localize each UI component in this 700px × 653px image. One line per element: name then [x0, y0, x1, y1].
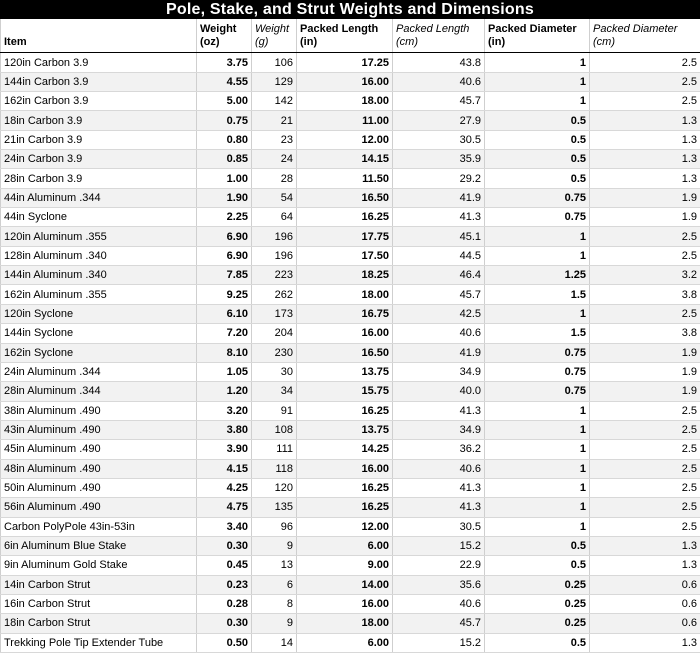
- diameter-cm-cell: 1.9: [590, 382, 700, 401]
- diameter-cm-cell: 2.5: [590, 304, 700, 323]
- diameter-in-cell: 1: [485, 459, 590, 478]
- table-row: [1, 401, 700, 420]
- length-in-cell: 9.00: [297, 556, 393, 575]
- column-header-line1: Weight: [200, 22, 237, 35]
- item-name-cell: 44in Aluminum .344: [1, 188, 197, 207]
- weight-g-cell: 91: [252, 401, 297, 420]
- diameter-cm-cell: 2.5: [590, 420, 700, 439]
- table-row: [1, 575, 700, 594]
- item-name-cell: 162in Carbon 3.9: [1, 92, 197, 111]
- weight-oz-cell: 5.00: [197, 92, 252, 111]
- weight-g-cell: 142: [252, 92, 297, 111]
- diameter-in-cell: 0.75: [485, 208, 590, 227]
- item-name-cell: 21in Carbon 3.9: [1, 130, 197, 149]
- diameter-cm-cell: 1.3: [590, 536, 700, 555]
- weight-oz-cell: 7.20: [197, 324, 252, 343]
- weight-g-cell: 9: [252, 614, 297, 633]
- weight-oz-cell: 7.85: [197, 266, 252, 285]
- column-header-line2: (in): [488, 35, 506, 48]
- diameter-in-cell: 0.75: [485, 362, 590, 381]
- diameter-cm-cell: 1.3: [590, 130, 700, 149]
- diameter-in-cell: 0.75: [485, 382, 590, 401]
- diameter-in-cell: 0.25: [485, 614, 590, 633]
- diameter-in-cell: 0.75: [485, 188, 590, 207]
- diameter-cm-cell: 2.5: [590, 478, 700, 497]
- item-name-cell: 120in Syclone: [1, 304, 197, 323]
- length-in-cell: 6.00: [297, 536, 393, 555]
- diameter-in-cell: 0.75: [485, 343, 590, 362]
- length-in-cell: 16.25: [297, 478, 393, 497]
- weight-oz-cell: 0.75: [197, 111, 252, 130]
- length-cm-cell: 41.3: [393, 208, 485, 227]
- weight-g-cell: 24: [252, 150, 297, 169]
- weight-g-cell: 13: [252, 556, 297, 575]
- length-in-cell: 14.15: [297, 150, 393, 169]
- diameter-in-cell: 1: [485, 304, 590, 323]
- column-header-line1: Packed Diameter: [488, 22, 577, 35]
- diameter-in-cell: 1: [485, 517, 590, 536]
- item-name-cell: 48in Aluminum .490: [1, 459, 197, 478]
- length-in-cell: 12.00: [297, 517, 393, 536]
- column-header-item: Item: [1, 19, 197, 53]
- weight-oz-cell: 0.30: [197, 536, 252, 555]
- diameter-cm-cell: 1.9: [590, 362, 700, 381]
- header-row: [1, 19, 700, 53]
- table-row: [1, 633, 700, 652]
- length-cm-cell: 41.3: [393, 478, 485, 497]
- item-name-cell: 128in Aluminum .340: [1, 246, 197, 265]
- diameter-in-cell: 1: [485, 420, 590, 439]
- length-in-cell: 18.25: [297, 266, 393, 285]
- diameter-in-cell: 0.5: [485, 556, 590, 575]
- length-cm-cell: 46.4: [393, 266, 485, 285]
- weight-oz-cell: 0.80: [197, 130, 252, 149]
- weight-oz-cell: 8.10: [197, 343, 252, 362]
- diameter-in-cell: 0.5: [485, 130, 590, 149]
- item-name-cell: 162in Syclone: [1, 343, 197, 362]
- item-name-cell: 43in Aluminum .490: [1, 420, 197, 439]
- length-in-cell: 6.00: [297, 633, 393, 652]
- table-row: [1, 111, 700, 130]
- diameter-cm-cell: 2.5: [590, 246, 700, 265]
- weight-g-cell: 129: [252, 72, 297, 91]
- length-cm-cell: 45.7: [393, 285, 485, 304]
- table-row: [1, 324, 700, 343]
- length-in-cell: 16.50: [297, 188, 393, 207]
- weight-oz-cell: 0.85: [197, 150, 252, 169]
- item-name-cell: 14in Carbon Strut: [1, 575, 197, 594]
- diameter-in-cell: 1.25: [485, 266, 590, 285]
- diameter-in-cell: 1.5: [485, 324, 590, 343]
- weight-oz-cell: 3.40: [197, 517, 252, 536]
- length-in-cell: 16.25: [297, 208, 393, 227]
- length-in-cell: 18.00: [297, 614, 393, 633]
- weight-g-cell: 223: [252, 266, 297, 285]
- length-cm-cell: 44.5: [393, 246, 485, 265]
- length-cm-cell: 40.6: [393, 72, 485, 91]
- column-header: [393, 19, 485, 53]
- table-row: [1, 343, 700, 362]
- weight-g-cell: 173: [252, 304, 297, 323]
- weight-oz-cell: 6.90: [197, 246, 252, 265]
- diameter-cm-cell: 2.5: [590, 517, 700, 536]
- length-cm-cell: 30.5: [393, 130, 485, 149]
- length-cm-cell: 42.5: [393, 304, 485, 323]
- weight-g-cell: 23: [252, 130, 297, 149]
- diameter-in-cell: 1: [485, 246, 590, 265]
- weight-oz-cell: 0.45: [197, 556, 252, 575]
- weight-oz-cell: 0.28: [197, 594, 252, 613]
- length-in-cell: 18.00: [297, 92, 393, 111]
- table-title: Pole, Stake, and Strut Weights and Dimensions: [0, 0, 700, 19]
- diameter-in-cell: 0.25: [485, 594, 590, 613]
- length-cm-cell: 35.9: [393, 150, 485, 169]
- diameter-cm-cell: 2.5: [590, 53, 700, 72]
- diameter-cm-cell: 1.3: [590, 556, 700, 575]
- weight-g-cell: 34: [252, 382, 297, 401]
- length-cm-cell: 41.3: [393, 498, 485, 517]
- length-in-cell: 16.25: [297, 401, 393, 420]
- length-cm-cell: 22.9: [393, 556, 485, 575]
- weight-oz-cell: 3.20: [197, 401, 252, 420]
- length-cm-cell: 43.8: [393, 53, 485, 72]
- column-header-line1: Weight: [255, 22, 290, 35]
- weight-g-cell: 106: [252, 53, 297, 72]
- table-row: [1, 440, 700, 459]
- diameter-in-cell: 1: [485, 440, 590, 459]
- table-row: [1, 188, 700, 207]
- item-name-cell: 38in Aluminum .490: [1, 401, 197, 420]
- length-in-cell: 16.50: [297, 343, 393, 362]
- length-cm-cell: 30.5: [393, 517, 485, 536]
- length-in-cell: 14.00: [297, 575, 393, 594]
- table-row: [1, 150, 700, 169]
- item-name-cell: 24in Aluminum .344: [1, 362, 197, 381]
- weight-oz-cell: 1.20: [197, 382, 252, 401]
- weight-oz-cell: 6.90: [197, 227, 252, 246]
- item-name-cell: Carbon PolyPole 43in-53in: [1, 517, 197, 536]
- table-row: [1, 517, 700, 536]
- item-name-cell: 120in Aluminum .355: [1, 227, 197, 246]
- weight-g-cell: 135: [252, 498, 297, 517]
- weight-oz-cell: 6.10: [197, 304, 252, 323]
- weight-g-cell: 96: [252, 517, 297, 536]
- table-row: [1, 266, 700, 285]
- item-name-cell: 24in Carbon 3.9: [1, 150, 197, 169]
- column-header: [252, 19, 297, 53]
- length-in-cell: 15.75: [297, 382, 393, 401]
- diameter-in-cell: 0.5: [485, 169, 590, 188]
- length-cm-cell: 41.9: [393, 343, 485, 362]
- weight-g-cell: 6: [252, 575, 297, 594]
- column-header-line2: (g): [255, 35, 269, 48]
- weight-oz-cell: 4.15: [197, 459, 252, 478]
- table-row: [1, 420, 700, 439]
- weight-oz-cell: 1.90: [197, 188, 252, 207]
- weight-g-cell: 108: [252, 420, 297, 439]
- diameter-cm-cell: 3.8: [590, 324, 700, 343]
- column-header: [590, 19, 700, 53]
- diameter-cm-cell: 2.5: [590, 72, 700, 91]
- column-header: [197, 19, 252, 53]
- item-name-cell: 56in Aluminum .490: [1, 498, 197, 517]
- diameter-cm-cell: 2.5: [590, 227, 700, 246]
- table-row: [1, 304, 700, 323]
- weight-oz-cell: 3.80: [197, 420, 252, 439]
- weight-g-cell: 120: [252, 478, 297, 497]
- diameter-cm-cell: 1.9: [590, 188, 700, 207]
- length-in-cell: 16.25: [297, 498, 393, 517]
- diameter-cm-cell: 2.5: [590, 498, 700, 517]
- diameter-cm-cell: 1.3: [590, 633, 700, 652]
- item-name-cell: 50in Aluminum .490: [1, 478, 197, 497]
- diameter-in-cell: 0.5: [485, 633, 590, 652]
- diameter-cm-cell: 0.6: [590, 614, 700, 633]
- weight-oz-cell: 4.55: [197, 72, 252, 91]
- weight-oz-cell: 3.90: [197, 440, 252, 459]
- item-name-cell: Trekking Pole Tip Extender Tube: [1, 633, 197, 652]
- length-cm-cell: 45.7: [393, 614, 485, 633]
- diameter-in-cell: 1: [485, 92, 590, 111]
- table-row: [1, 459, 700, 478]
- table-row: [1, 92, 700, 111]
- length-cm-cell: 15.2: [393, 633, 485, 652]
- weight-g-cell: 118: [252, 459, 297, 478]
- item-name-cell: 18in Carbon 3.9: [1, 111, 197, 130]
- diameter-cm-cell: 2.5: [590, 459, 700, 478]
- item-name-cell: 28in Carbon 3.9: [1, 169, 197, 188]
- column-header-line1: Packed Length: [396, 22, 470, 35]
- diameter-cm-cell: 2.5: [590, 401, 700, 420]
- diameter-in-cell: 0.5: [485, 536, 590, 555]
- weight-g-cell: 230: [252, 343, 297, 362]
- diameter-cm-cell: 0.6: [590, 594, 700, 613]
- diameter-cm-cell: 2.5: [590, 440, 700, 459]
- weights-table: [0, 19, 700, 653]
- item-name-cell: 9in Aluminum Gold Stake: [1, 556, 197, 575]
- diameter-in-cell: 1: [485, 401, 590, 420]
- table-row: [1, 227, 700, 246]
- length-in-cell: 17.75: [297, 227, 393, 246]
- table-row: [1, 285, 700, 304]
- length-in-cell: 11.50: [297, 169, 393, 188]
- weight-g-cell: 54: [252, 188, 297, 207]
- length-in-cell: 17.25: [297, 53, 393, 72]
- length-in-cell: 18.00: [297, 285, 393, 304]
- weight-oz-cell: 0.50: [197, 633, 252, 652]
- length-cm-cell: 40.6: [393, 594, 485, 613]
- table-row: [1, 246, 700, 265]
- length-cm-cell: 29.2: [393, 169, 485, 188]
- length-cm-cell: 27.9: [393, 111, 485, 130]
- diameter-cm-cell: 3.8: [590, 285, 700, 304]
- diameter-in-cell: 1: [485, 227, 590, 246]
- item-name-cell: 162in Aluminum .355: [1, 285, 197, 304]
- diameter-cm-cell: 1.3: [590, 111, 700, 130]
- weight-g-cell: 21: [252, 111, 297, 130]
- length-cm-cell: 45.7: [393, 92, 485, 111]
- length-cm-cell: 41.9: [393, 188, 485, 207]
- table-row: [1, 478, 700, 497]
- column-header-line2: (cm): [593, 35, 615, 48]
- column-header: [297, 19, 393, 53]
- length-cm-cell: 45.1: [393, 227, 485, 246]
- diameter-cm-cell: 0.6: [590, 575, 700, 594]
- table-row: [1, 130, 700, 149]
- diameter-in-cell: 0.5: [485, 111, 590, 130]
- length-cm-cell: 41.3: [393, 401, 485, 420]
- item-name-cell: 16in Carbon Strut: [1, 594, 197, 613]
- length-cm-cell: 34.9: [393, 420, 485, 439]
- length-cm-cell: 15.2: [393, 536, 485, 555]
- diameter-in-cell: 1: [485, 72, 590, 91]
- diameter-cm-cell: 1.3: [590, 150, 700, 169]
- item-name-cell: 6in Aluminum Blue Stake: [1, 536, 197, 555]
- diameter-in-cell: 1: [485, 53, 590, 72]
- weight-g-cell: 64: [252, 208, 297, 227]
- item-name-cell: 144in Aluminum .340: [1, 266, 197, 285]
- table-row: [1, 614, 700, 633]
- column-header-line1: Packed Length: [300, 22, 379, 35]
- weight-oz-cell: 2.25: [197, 208, 252, 227]
- diameter-in-cell: 1: [485, 498, 590, 517]
- length-cm-cell: 34.9: [393, 362, 485, 381]
- column-header-line1: Packed Diameter: [593, 22, 678, 35]
- diameter-cm-cell: 2.5: [590, 92, 700, 111]
- length-in-cell: 16.00: [297, 324, 393, 343]
- diameter-in-cell: 1.5: [485, 285, 590, 304]
- table-row: [1, 382, 700, 401]
- weight-oz-cell: 9.25: [197, 285, 252, 304]
- weight-oz-cell: 1.05: [197, 362, 252, 381]
- weight-oz-cell: 4.75: [197, 498, 252, 517]
- length-in-cell: 17.50: [297, 246, 393, 265]
- length-cm-cell: 40.6: [393, 459, 485, 478]
- item-name-cell: 45in Aluminum .490: [1, 440, 197, 459]
- table-row: [1, 169, 700, 188]
- length-cm-cell: 40.0: [393, 382, 485, 401]
- table-row: [1, 208, 700, 227]
- length-cm-cell: 36.2: [393, 440, 485, 459]
- length-in-cell: 11.00: [297, 111, 393, 130]
- table-row: [1, 594, 700, 613]
- column-header-line2: (cm): [396, 35, 418, 48]
- table-row: [1, 72, 700, 91]
- item-name-cell: 18in Carbon Strut: [1, 614, 197, 633]
- table-row: [1, 362, 700, 381]
- item-name-cell: 144in Syclone: [1, 324, 197, 343]
- weight-g-cell: 204: [252, 324, 297, 343]
- diameter-in-cell: 0.5: [485, 150, 590, 169]
- weight-oz-cell: 4.25: [197, 478, 252, 497]
- diameter-cm-cell: 1.9: [590, 343, 700, 362]
- column-header-line2: (oz): [200, 35, 220, 48]
- table-row: [1, 53, 700, 72]
- length-in-cell: 13.75: [297, 420, 393, 439]
- length-in-cell: 14.25: [297, 440, 393, 459]
- item-name-cell: 44in Syclone: [1, 208, 197, 227]
- length-in-cell: 16.00: [297, 459, 393, 478]
- item-name-cell: 144in Carbon 3.9: [1, 72, 197, 91]
- weight-g-cell: 9: [252, 536, 297, 555]
- diameter-cm-cell: 3.2: [590, 266, 700, 285]
- table-row: [1, 536, 700, 555]
- column-header: [485, 19, 590, 53]
- length-cm-cell: 40.6: [393, 324, 485, 343]
- diameter-in-cell: 1: [485, 478, 590, 497]
- weight-g-cell: 262: [252, 285, 297, 304]
- length-in-cell: 12.00: [297, 130, 393, 149]
- table-body: [1, 53, 700, 653]
- weight-oz-cell: 3.75: [197, 53, 252, 72]
- length-in-cell: 16.75: [297, 304, 393, 323]
- weight-oz-cell: 0.30: [197, 614, 252, 633]
- weight-oz-cell: 1.00: [197, 169, 252, 188]
- length-cm-cell: 35.6: [393, 575, 485, 594]
- item-name-cell: 120in Carbon 3.9: [1, 53, 197, 72]
- length-in-cell: 13.75: [297, 362, 393, 381]
- weight-oz-cell: 0.23: [197, 575, 252, 594]
- weight-g-cell: 111: [252, 440, 297, 459]
- weight-g-cell: 196: [252, 246, 297, 265]
- weight-g-cell: 8: [252, 594, 297, 613]
- weight-g-cell: 196: [252, 227, 297, 246]
- weight-g-cell: 30: [252, 362, 297, 381]
- diameter-cm-cell: 1.3: [590, 169, 700, 188]
- diameter-cm-cell: 1.9: [590, 208, 700, 227]
- diameter-in-cell: 0.25: [485, 575, 590, 594]
- column-header-line2: (in): [300, 35, 318, 48]
- length-in-cell: 16.00: [297, 594, 393, 613]
- table-row: [1, 556, 700, 575]
- weight-g-cell: 14: [252, 633, 297, 652]
- table-row: [1, 498, 700, 517]
- weight-g-cell: 28: [252, 169, 297, 188]
- length-in-cell: 16.00: [297, 72, 393, 91]
- item-name-cell: 28in Aluminum .344: [1, 382, 197, 401]
